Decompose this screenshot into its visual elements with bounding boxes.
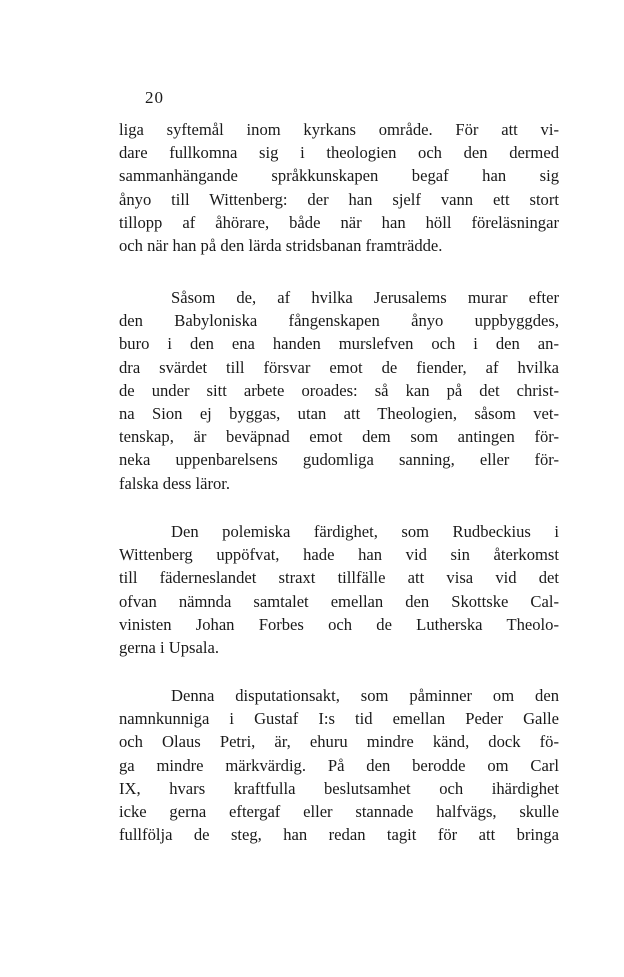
paragraph-3 xyxy=(119,520,559,659)
page-number: 20 xyxy=(145,88,164,107)
paragraph-4 xyxy=(119,684,559,846)
text-line: IX, hvars kraftfulla beslutsamhet och ihärdighet xyxy=(119,778,559,798)
text-line: till fäderneslandet straxt tillfälle att visa vid det xyxy=(119,568,559,588)
text-line: namnkunniga i Gustaf I:s tid emellan Peder Galle xyxy=(119,709,559,729)
text-line: och Olaus Petri, är, ehuru mindre känd, dock fö- xyxy=(119,732,559,752)
text-line: Wittenberg uppöfvat, hade han vid sin återkomst xyxy=(119,545,559,565)
text-line: icke gerna eftergaf eller stannade halfvägs, skulle xyxy=(119,801,559,821)
text-line: Denna disputationsakt, som påminner om den xyxy=(171,686,559,705)
text-line: och när han på den lärda stridsbanan framträdde. xyxy=(119,235,443,255)
text-line: Såsom de, af hvilka Jerusalems murar efter xyxy=(171,288,559,307)
text-line: vinisten Johan Forbes och de Lutherska Theolo- xyxy=(119,614,559,634)
text-line: gerna i Upsala. xyxy=(119,637,219,657)
paragraph-1 xyxy=(119,118,559,257)
text-line: liga syftemål inom kyrkans område. För att vi- xyxy=(119,120,559,139)
text-line: falska dess läror. xyxy=(119,473,231,493)
text-line: tillopp af åhörare, både när han höll föreläsningar xyxy=(119,212,559,232)
text-line: de under sitt arbete oroades: så kan på det christ- xyxy=(119,380,559,400)
paragraph-2 xyxy=(119,286,559,495)
text-line: ånyo till Wittenberg: der han sjelf vann ett stort xyxy=(119,189,559,209)
text-line: Den polemiska färdighet, som Rudbeckius i xyxy=(171,522,559,541)
text-line: ga mindre märkvärdig. På den berodde om Carl xyxy=(119,755,559,775)
text-line: buro i den ena handen murslefven och i den an- xyxy=(119,334,559,354)
text-line: sammanhängande språkkunskapen begaf han sig xyxy=(119,166,559,186)
text-line: fullfölja de steg, han redan tagit för att bringa xyxy=(119,825,559,845)
text-line: na Sion ej byggas, utan att Theologien, såsom vet- xyxy=(119,403,559,423)
text-line: dra svärdet till försvar emot de fiender, af hvilka xyxy=(119,357,559,377)
text-line: ofvan nämnda samtalet emellan den Skottske Cal- xyxy=(119,591,559,611)
text-line: dare fullkomna sig i theologien och den dermed xyxy=(119,143,559,163)
text-line: tenskap, är beväpnad emot dem som antingen för- xyxy=(119,427,559,447)
text-line: den Babyloniska fångenskapen ånyo uppbyggdes, xyxy=(119,311,559,331)
text-line: neka uppenbarelsens gudomliga sanning, eller för- xyxy=(119,450,559,470)
